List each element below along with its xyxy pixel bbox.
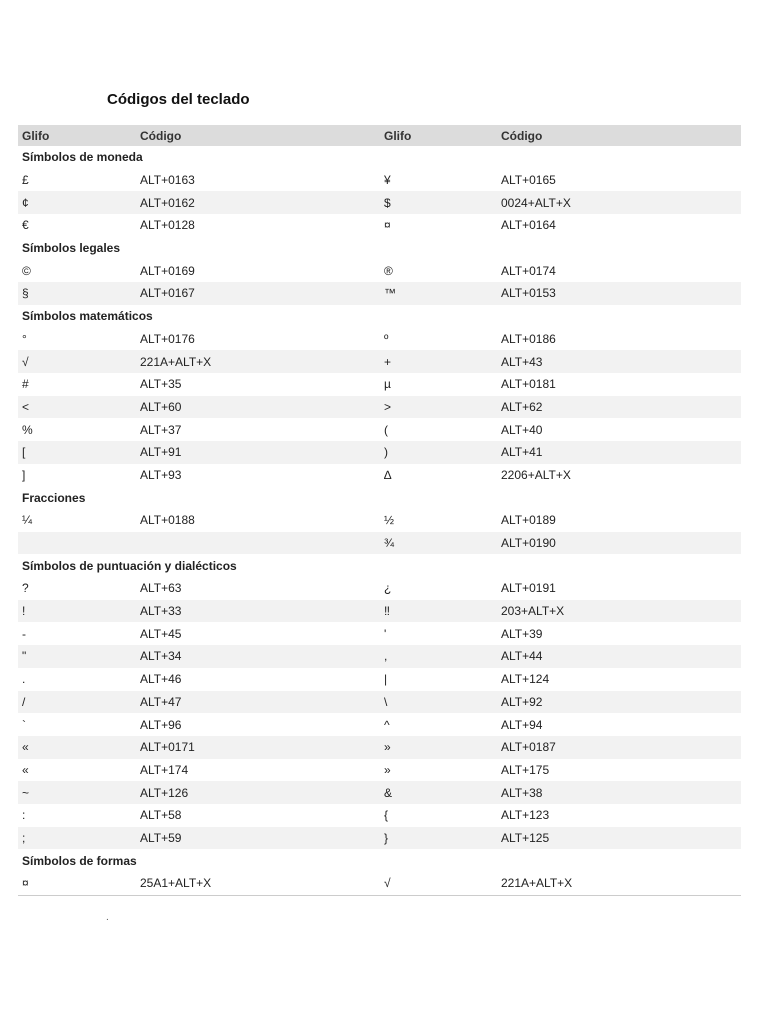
footer-mark: .: [106, 912, 109, 923]
cell-glyph-2: ¾: [380, 532, 497, 555]
table-row: [18, 781, 741, 804]
table-body: [18, 146, 741, 895]
cell-code-1: ALT+0176: [140, 331, 195, 346]
cell-code-1: ALT+46: [140, 672, 182, 687]
cell-code-1: ALT+58: [140, 808, 182, 823]
cell-code-1: ALT+34: [136, 645, 380, 668]
cell-code-1: ALT+60: [136, 396, 380, 419]
cell-code-1: ALT+59: [136, 827, 380, 850]
table-row: [18, 645, 741, 668]
cell-glyph-2: ∆: [384, 467, 392, 482]
cell-glyph-2: ¤: [384, 218, 391, 233]
section-header-row: [18, 554, 741, 577]
cell-code-2: ALT+0190: [497, 532, 741, 555]
section-header-row: [18, 486, 741, 509]
cell-code-2: 0024+ALT+X: [497, 191, 741, 214]
cell-code-2: ALT+0189: [501, 513, 556, 528]
cell-glyph-1: <: [18, 396, 136, 419]
cell-code-2: ALT+39: [501, 626, 543, 641]
cell-code-2: ALT+38: [497, 781, 741, 804]
table-row: [18, 759, 741, 782]
section-title: Símbolos de formas: [22, 853, 137, 868]
cell-glyph-1: °: [22, 331, 27, 346]
table-row: [18, 373, 741, 396]
cell-code-1: ALT+33: [136, 600, 380, 623]
cell-glyph-2: ™: [380, 282, 497, 305]
cell-code-2: 221A+ALT+X: [497, 872, 741, 895]
cell-code-2: ALT+0174: [501, 263, 556, 278]
header-glyph-2: Glifo: [380, 125, 497, 146]
cell-code-1: ALT+47: [136, 691, 380, 714]
cell-glyph-1: ?: [22, 581, 29, 596]
cell-code-2: 2206+ALT+X: [501, 467, 571, 482]
table-row: [18, 872, 741, 895]
cell-code-1: ALT+0128: [140, 218, 195, 233]
cell-code-2: ALT+123: [501, 808, 550, 823]
cell-glyph-2: µ: [384, 377, 391, 392]
cell-glyph-1: «: [22, 762, 29, 777]
cell-code-2: ALT+62: [497, 396, 741, 419]
cell-glyph-1: ¢: [18, 191, 136, 214]
cell-code-1: [136, 532, 380, 555]
section-title: Símbolos de puntuación y dialécticos: [22, 558, 237, 573]
table-row: [18, 282, 741, 305]
table-row: [18, 577, 741, 600]
cell-code-2: ALT+0165: [501, 173, 556, 188]
cell-glyph-1: ~: [18, 781, 136, 804]
cell-code-2: ALT+92: [497, 691, 741, 714]
cell-glyph-1: :: [22, 808, 26, 823]
cell-code-2: ALT+0186: [501, 331, 556, 346]
cell-glyph-1: «: [18, 736, 136, 759]
section-header-row: [18, 146, 741, 169]
cell-code-1: ALT+126: [136, 781, 380, 804]
section-title: Símbolos legales: [22, 241, 121, 256]
cell-glyph-2: |: [384, 672, 388, 687]
cell-glyph-2: &: [380, 781, 497, 804]
table-row: [18, 169, 741, 192]
cell-code-1: 221A+ALT+X: [136, 350, 380, 373]
cell-glyph-1: .: [22, 672, 26, 687]
cell-glyph-2: {: [384, 808, 389, 823]
cell-code-2: ALT+125: [497, 827, 741, 850]
cell-code-1: ALT+35: [140, 377, 182, 392]
cell-glyph-2: +: [380, 350, 497, 373]
cell-glyph-2: ‼: [380, 600, 497, 623]
cell-glyph-2: ½: [384, 513, 395, 528]
cell-code-2: 203+ALT+X: [497, 600, 741, 623]
table-row: [18, 464, 741, 487]
cell-code-2: ALT+175: [501, 762, 550, 777]
cell-glyph-2: }: [380, 827, 497, 850]
cell-code-2: ALT+124: [501, 672, 550, 687]
cell-glyph-2: √: [380, 872, 497, 895]
cell-glyph-2: ¿: [384, 581, 392, 596]
section-header-row: [18, 305, 741, 328]
cell-glyph-2: ¥: [384, 173, 391, 188]
table-row: [18, 396, 741, 419]
cell-glyph-1: ¤: [18, 872, 136, 895]
section-header-row: [18, 849, 741, 872]
table-row: [18, 622, 741, 645]
cell-code-2: ALT+0181: [501, 377, 556, 392]
cell-code-1: ALT+91: [136, 441, 380, 464]
cell-code-1: ALT+96: [140, 717, 182, 732]
cell-code-2: ALT+0191: [501, 581, 556, 596]
table-row: [18, 418, 741, 441]
cell-code-2: ALT+0153: [497, 282, 741, 305]
table-row: [18, 509, 741, 532]
cell-code-1: ALT+0188: [140, 513, 195, 528]
table-row: [18, 441, 741, 464]
cell-glyph-1: §: [18, 282, 136, 305]
cell-glyph-1: ¼: [22, 513, 33, 528]
cell-glyph-1: ;: [18, 827, 136, 850]
header-code-2: Código: [497, 125, 741, 146]
header-glyph-1: Glifo: [18, 125, 136, 146]
cell-glyph-1: #: [22, 377, 29, 392]
table-row: [18, 713, 741, 736]
cell-glyph-1: [: [18, 441, 136, 464]
section-title: Símbolos de moneda: [22, 150, 143, 165]
cell-code-1: ALT+0163: [140, 173, 195, 188]
cell-glyph-1: `: [22, 717, 26, 732]
cell-glyph-2: >: [380, 396, 497, 419]
cell-glyph-1: /: [18, 691, 136, 714]
cell-glyph-2: ': [384, 626, 387, 641]
cell-code-1: ALT+37: [140, 422, 182, 437]
cell-code-1: ALT+0167: [136, 282, 380, 305]
cell-glyph-2: $: [380, 191, 497, 214]
cell-glyph-2: (: [384, 422, 388, 437]
table-row: [18, 804, 741, 827]
table-row: [18, 736, 741, 759]
cell-glyph-2: »: [380, 736, 497, 759]
cell-glyph-1: €: [22, 218, 29, 233]
cell-code-2: ALT+44: [497, 645, 741, 668]
cell-code-1: ALT+174: [140, 762, 189, 777]
cell-glyph-1: ": [18, 645, 136, 668]
cell-glyph-2: ®: [384, 263, 393, 278]
cell-glyph-1: √: [18, 350, 136, 373]
table-row: [18, 191, 741, 214]
cell-code-2: ALT+41: [497, 441, 741, 464]
table-row: [18, 827, 741, 850]
table-row: [18, 668, 741, 691]
cell-code-2: ALT+43: [497, 350, 741, 373]
table-row: [18, 328, 741, 351]
cell-glyph-1: -: [22, 626, 26, 641]
table-row: [18, 600, 741, 623]
page-title: Códigos del teclado: [107, 91, 250, 108]
cell-glyph-1: [18, 532, 136, 555]
table-row: [18, 691, 741, 714]
cell-glyph-1: %: [22, 422, 33, 437]
table-header-row: [18, 125, 741, 146]
cell-code-2: ALT+0164: [501, 218, 556, 233]
cell-code-1: ALT+0169: [140, 263, 195, 278]
cell-glyph-2: º: [384, 331, 389, 346]
cell-glyph-1: !: [18, 600, 136, 623]
cell-code-1: ALT+63: [140, 581, 182, 596]
cell-glyph-1: ]: [22, 467, 26, 482]
cell-glyph-2: ): [380, 441, 497, 464]
cell-code-1: ALT+45: [140, 626, 182, 641]
table-row: [18, 532, 741, 555]
section-title: Fracciones: [22, 490, 86, 505]
table-row: [18, 259, 741, 282]
cell-glyph-1: ©: [22, 263, 31, 278]
cell-glyph-2: ,: [380, 645, 497, 668]
keyboard-codes-table: [18, 125, 741, 896]
cell-code-2: ALT+94: [501, 717, 543, 732]
cell-code-1: ALT+0171: [136, 736, 380, 759]
section-title: Símbolos matemáticos: [22, 309, 153, 324]
header-code-1: Código: [136, 125, 380, 146]
cell-code-1: ALT+93: [140, 467, 182, 482]
cell-glyph-2: \: [380, 691, 497, 714]
table-row: [18, 214, 741, 237]
cell-glyph-1: £: [22, 173, 29, 188]
cell-code-2: ALT+40: [501, 422, 543, 437]
cell-glyph-2: ^: [384, 717, 390, 732]
cell-code-1: 25A1+ALT+X: [136, 872, 380, 895]
cell-code-1: ALT+0162: [136, 191, 380, 214]
cell-glyph-2: »: [384, 762, 391, 777]
cell-code-2: ALT+0187: [497, 736, 741, 759]
table-row: [18, 350, 741, 373]
section-header-row: [18, 237, 741, 260]
